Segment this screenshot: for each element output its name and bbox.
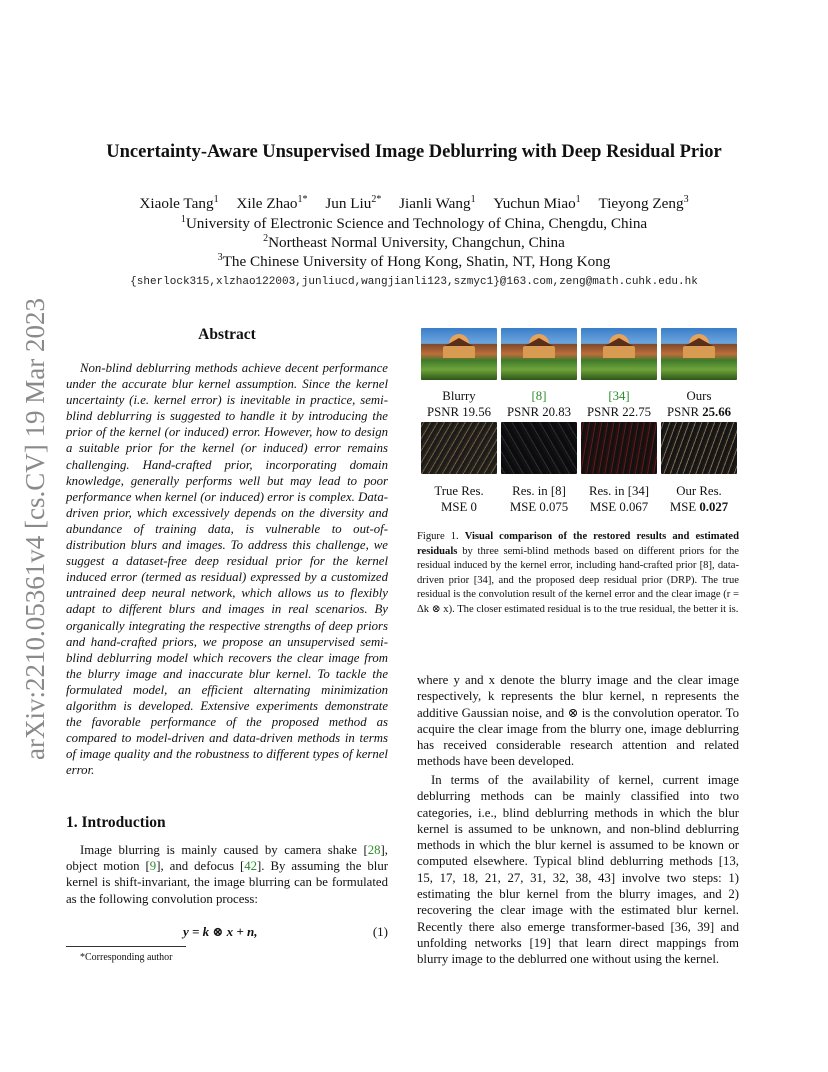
citation-link[interactable]: 42	[244, 859, 257, 874]
figure-caption: Figure 1. Visual comparison of the restored results and estimated residuals by three semi-blind methods based on different priors for the residual induced by the kernel error, including hand-crafted prior [8], data-driven prior [34], and the proposed deep residual prior (DRP). The true residual is the convolution result of the kernel error and the clear image (r = Δk ⊗ x). The closer estimated residual is to the true residual, the better it is.	[417, 531, 739, 615]
author: Jun Liu$^{2*}$	[325, 194, 382, 213]
body-paragraph: In terms of the availability of kernel, current image deblurring methods can be mainly classified into two categories, i.e., blind deblurring methods in which the blur kernel is assumed to be unknown, and non-blind deblurring methods in which the blur kernel is assumed to be known or computed elsewhere. Typical blind deblurring methods [13, 15, 17, 18, 21, 27, 31, 32, 38, 43] involve two steps: 1) estimating the blur kernel from the blurry images, and 2) recovering the clear image with the estimated blur kernel. Recently there also emerge transformer-based [36, 39] and unfolding networks [19] that learn direct mappings from blurry image to the deblurred one without using the kernel.	[417, 773, 739, 967]
intro-heading: 1. Introduction	[66, 814, 166, 831]
affiliation: $^1$University of Electronic Science and Technology of China, Chengdu, China	[180, 214, 648, 233]
author: Xile Zhao$^{1*}$	[236, 194, 308, 213]
citation-link[interactable]: 9	[149, 859, 157, 874]
figure-label: Res. in [34] MSE 0.067	[588, 484, 650, 514]
footnote: *Corresponding author	[80, 952, 173, 963]
result-image-34	[581, 328, 657, 380]
footnote-rule	[66, 946, 186, 947]
residual-image-34	[581, 422, 657, 474]
true-residual-image	[421, 422, 497, 474]
author-list	[0, 194, 828, 213]
figure-label: Blurry PSNR 19.56	[426, 389, 491, 419]
residual-image-ours	[661, 422, 737, 474]
residual-image-8	[501, 422, 577, 474]
intro-paragraph: Image blurring is mainly caused by camera shake [28], object motion [9], and defocus [42]. By assuming the blur kernel is shift-invariant, the image blurring can be formulated as the following convolution process:	[66, 843, 388, 906]
abstract-text: Non-blind deblurring methods achieve decent performance under the accurate blur kernel assumption. Since the kernel uncertainty (i.e. kernel error) is inevitable in practice, semi-blind deblurring is suggested to handle it by introducing the prior of the kernel (or induced) error. However, how to design a suitable prior for the kernel (or induced) error remains challenging. Hand-crafted prior, incorporating domain knowledge, generally performs well but may lead to poor performance when kernel (or induced) error is complex. Data-driven prior, which excessively depends on the diversity and abundance of training data, is vulnerable to out-of-distribution blurs and images. To address this challenge, we suggest a dataset-free deep residual prior for the kernel induced error (termed as residual) expressed by a customized untrained deep neural network, which allows us to flexibly adapt to different blurs and images in real scenarios. By organically integrating the respective strengths of deep priors and hand-crafted priors, we propose an unsupervised semi-blind deblurring model which recovers the clear image from the blurry image and inaccurate blur kernel. To tackle the formulated model, an efficient alternating minimization algorithm is developed. Extensive experiments demonstrate the favorable performance of the proposed method as compared to model-driven and data-driven methods in terms of image quality and the robustness to different types of kernel error.	[66, 361, 388, 778]
figure-label: Ours PSNR 25.66	[666, 389, 731, 419]
affiliation: $^2$Northeast Normal University, Changchun, China	[263, 233, 565, 252]
paper-title: Uncertainty-Aware Unsupervised Image Deblurring with Deep Residual Prior	[106, 142, 722, 162]
equation-body: y = k ⊗ x + n,	[183, 924, 258, 939]
result-image-ours	[661, 328, 737, 380]
figure-label: [8] PSNR 20.83	[506, 389, 571, 419]
email-list: {sherlock315,xlzhao122003,junliucd,wangjianli123,szmyc1}@163.com,zeng@math.cuhk.edu.hk	[130, 276, 698, 288]
result-image-8	[501, 328, 577, 380]
abstract-heading: Abstract	[198, 326, 256, 343]
author: Xiaole Tang$^1$	[139, 194, 219, 213]
author: Yuchun Miao$^1$	[493, 194, 581, 213]
citation-link[interactable]: 28	[367, 843, 381, 857]
figure-1	[417, 326, 739, 526]
figure-label: [34] PSNR 22.75	[586, 389, 651, 419]
figure-label: True Res. MSE 0	[434, 484, 484, 514]
author: Tieyong Zeng$^3$	[598, 194, 689, 213]
blurry-image	[421, 328, 497, 380]
affiliation: $^3$The Chinese University of Hong Kong, Shatin, NT, Hong Kong	[217, 252, 611, 271]
author: Jianli Wang$^1$	[399, 194, 476, 213]
arxiv-stamp: arXiv:2210.05361v4 [cs.CV] 19 Mar 2023	[20, 298, 50, 760]
equation-number: (1)	[372, 924, 388, 939]
figure-label: Our Res. MSE 0.027	[669, 484, 729, 514]
body-paragraph: where y and x denote the blurry image and the clear image respectively, k represents the blur kernel, n represents the additive Gaussian noise, and ⊗ is the convolution operator. To acquire the clear image from the blurry one, image deblurring has received considerable research attention and related methods have been developed.	[417, 673, 739, 769]
figure-label: Res. in [8] MSE 0.075	[509, 484, 569, 514]
